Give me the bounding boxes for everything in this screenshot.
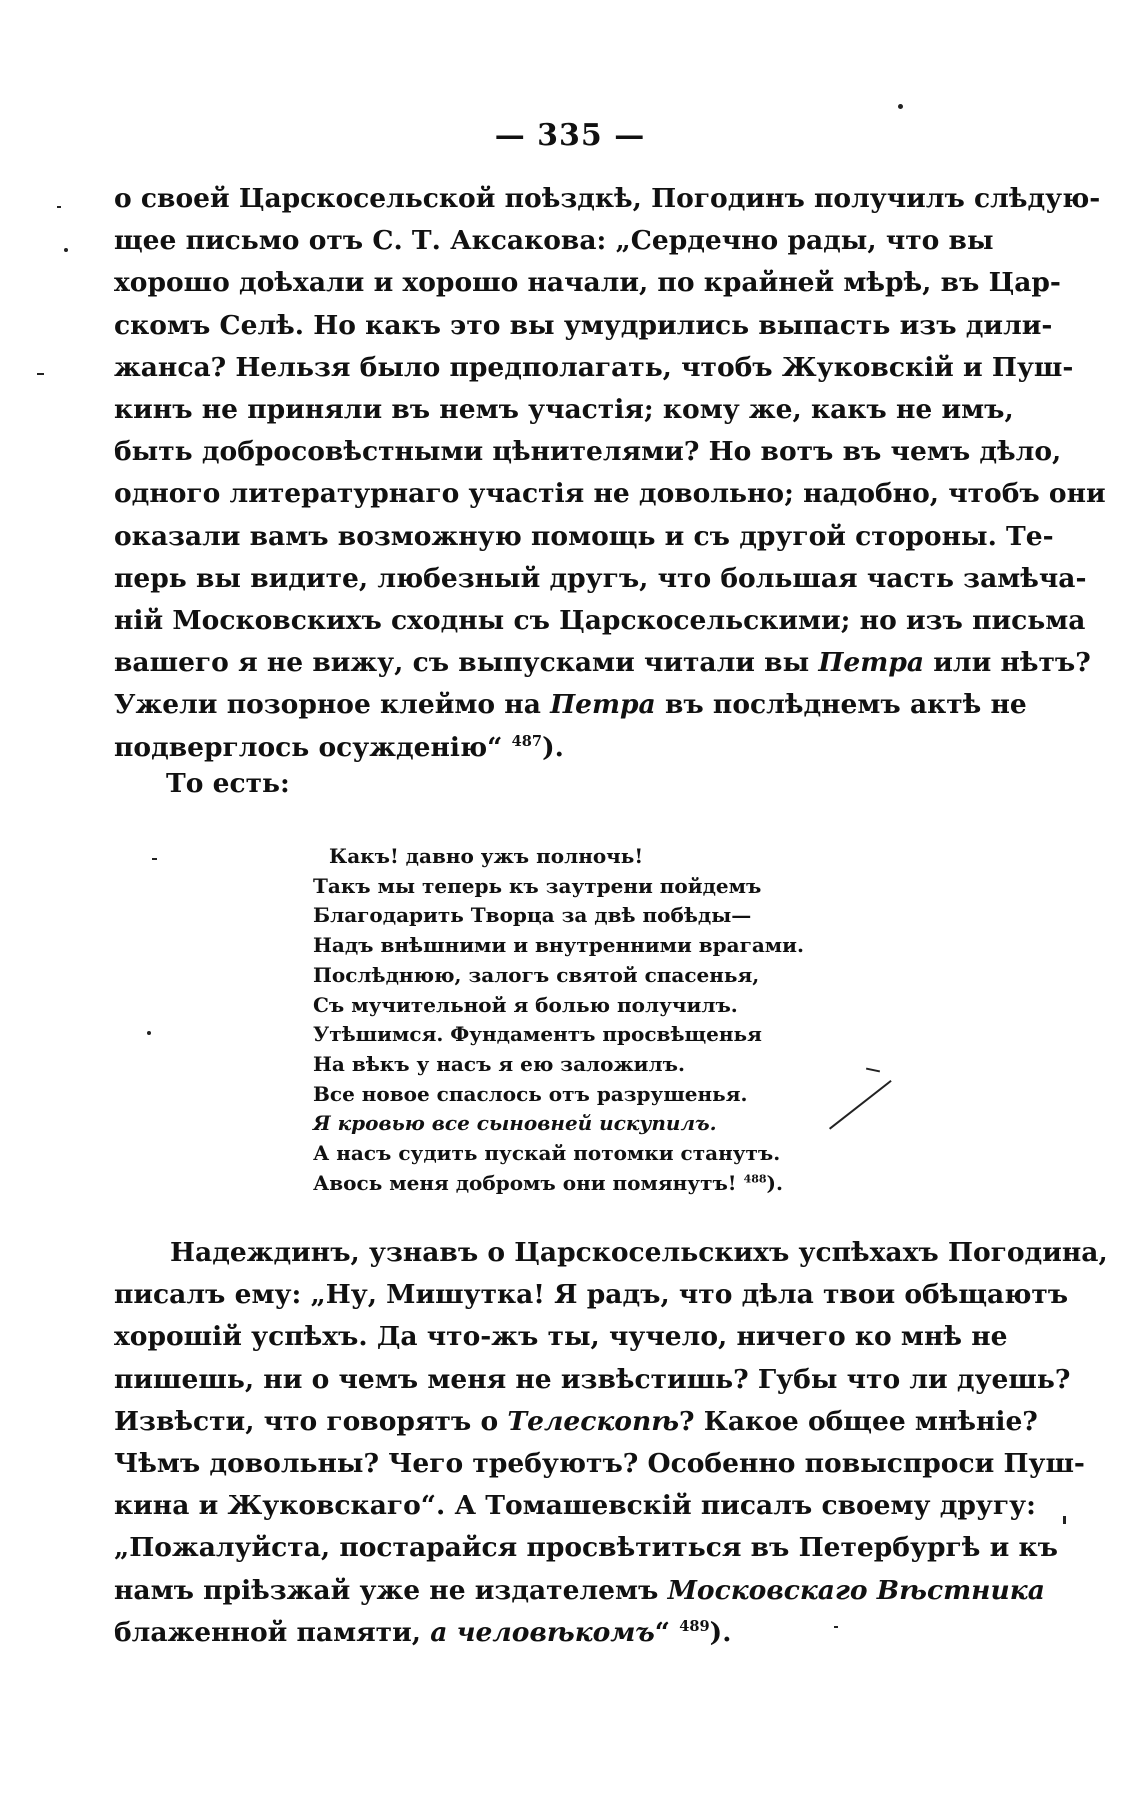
poem-intro: То есть: (166, 768, 290, 799)
text-line: „Пожалуйста, постарайся просвѣтиться въ Петербургѣ и къ (114, 1532, 1058, 1564)
paragraph-nadezhdin-letter (114, 1232, 1108, 1654)
footnote-ref: 489 (679, 1617, 710, 1635)
footnote-ref: 487 (511, 732, 543, 750)
text-line: хорошій успѣхъ. Да что-жъ ты, чучело, ничего ко мнѣ не (114, 1321, 1008, 1353)
text-line: одного литературнаго участія не довольно; надобно, чтобъ они (114, 478, 1106, 510)
text-line: кина и Жуковскаго“. А Томашевскій писалъ своему другу: (114, 1490, 1036, 1522)
pencil-stroke (829, 1080, 892, 1130)
text-line: оказали вамъ возможную помощь и съ другой стороны. Те- (114, 520, 1054, 552)
poem-line: Послѣднюю, залогъ святой спасенья, (313, 962, 760, 987)
text-line: блаженной памяти, а человѣкомъ“ $^{489}$). (114, 1616, 732, 1648)
text-line: ній Московскихъ сходны съ Царскосельскими; но изъ письма (114, 605, 1086, 637)
text-line: писалъ ему: „Ну, Мишутка! Я радъ, что дѣла твои обѣщаютъ (114, 1279, 1069, 1311)
poem-line: А насъ судить пускай потомки станутъ. (313, 1141, 781, 1166)
poem-line: Какъ! давно ужъ полночь! (329, 844, 644, 868)
text-line: жанса? Нельзя было предполагать, чтобъ Жуковскій и Пуш- (114, 351, 1074, 383)
scan-speck (866, 1068, 880, 1073)
scan-speck (147, 1031, 151, 1035)
poem-line: Все новое спаслось отъ разрушенья. (313, 1081, 748, 1106)
text-line: Надеждинъ, узнавъ о Царскосельскихъ успѣхахъ Погодина, (170, 1237, 1108, 1268)
poem-line: Надъ внѣшними и внутренними врагами. (313, 933, 804, 958)
poem-line-italic: Я кровью все сыновней искупилъ. (313, 1111, 717, 1136)
text-line: перь вы видите, любезный другъ, что большая часть замѣча- (114, 562, 1087, 594)
poem-line: Такъ мы теперь къ заутрени пойдемъ (313, 873, 762, 898)
scan-speck (64, 248, 68, 252)
text-line: Ужели позорное клеймо на Петра въ послѣднемъ актѣ не (114, 689, 1027, 721)
italic-title: Петра (550, 689, 656, 721)
text-line: о своей Царскосельской поѣздкѣ, Погодинъ получилъ слѣдую- (114, 183, 1101, 214)
text-line: подверглось осужденію“ $^{487}$). (114, 731, 564, 763)
poem-block (313, 842, 804, 1198)
text-line: скомъ Селѣ. Но какъ это вы умудрились выпасть изъ дили- (114, 309, 1053, 341)
text-line: вашего я не вижу, съ выпусками читали вы Петра или нѣтъ? (114, 647, 1091, 679)
poem-line: Съ мучительной я болью получилъ. (313, 992, 738, 1017)
poem-line: На вѣкъ у насъ я ею заложилъ. (313, 1051, 685, 1076)
italic-title: а человѣкомъ (430, 1616, 655, 1648)
text-line: пишешь, ни о чемъ меня не извѣстишь? Губы что ли дуешь? (114, 1363, 1071, 1395)
text-line: щее письмо отъ С. Т. Аксакова: „Сердечно рады, что вы (114, 225, 994, 257)
footnote-ref: 488 (743, 1172, 767, 1186)
text-line: быть добросовѣстными цѣнителями? Но вотъ въ чемъ дѣло, (114, 436, 1062, 468)
page-number: — 335 — (494, 118, 646, 153)
scan-speck (898, 104, 903, 109)
text-line: Чѣмъ довольны? Чего требуютъ? Особенно повыспроси Пуш- (114, 1448, 1085, 1480)
italic-title: Петра (818, 647, 925, 679)
poem-line: Авось меня добромъ они помянутъ! $^{488}$). (313, 1170, 783, 1195)
text-line: намъ пріѣзжай уже не издателемъ Московскаго Вѣстника (114, 1574, 1045, 1606)
italic-title: Московскаго Вѣстника (667, 1574, 1045, 1606)
paragraph-aksakov-letter (114, 178, 1106, 769)
italic-title: Телескопѣ (507, 1405, 680, 1437)
scan-speck (152, 858, 157, 860)
text-line: кинъ не приняли въ немъ участія; кому же, какъ не имъ, (114, 394, 1014, 426)
scan-speck (1063, 1516, 1066, 1524)
text-line: Извѣсти, что говорятъ о Телескопѣ? Какое общее мнѣніе? (114, 1405, 1038, 1437)
scan-speck (834, 1626, 838, 1628)
text-line: хорошо доѣхали и хорошо начали, по крайней мѣрѣ, въ Цар- (114, 267, 1061, 299)
scan-speck (37, 373, 44, 375)
scan-speck (57, 206, 61, 208)
poem-line: Благодарить Творца за двѣ побѣды— (313, 903, 752, 928)
poem-line: Утѣшимся. Фундаментъ просвѣщенья (313, 1022, 762, 1047)
